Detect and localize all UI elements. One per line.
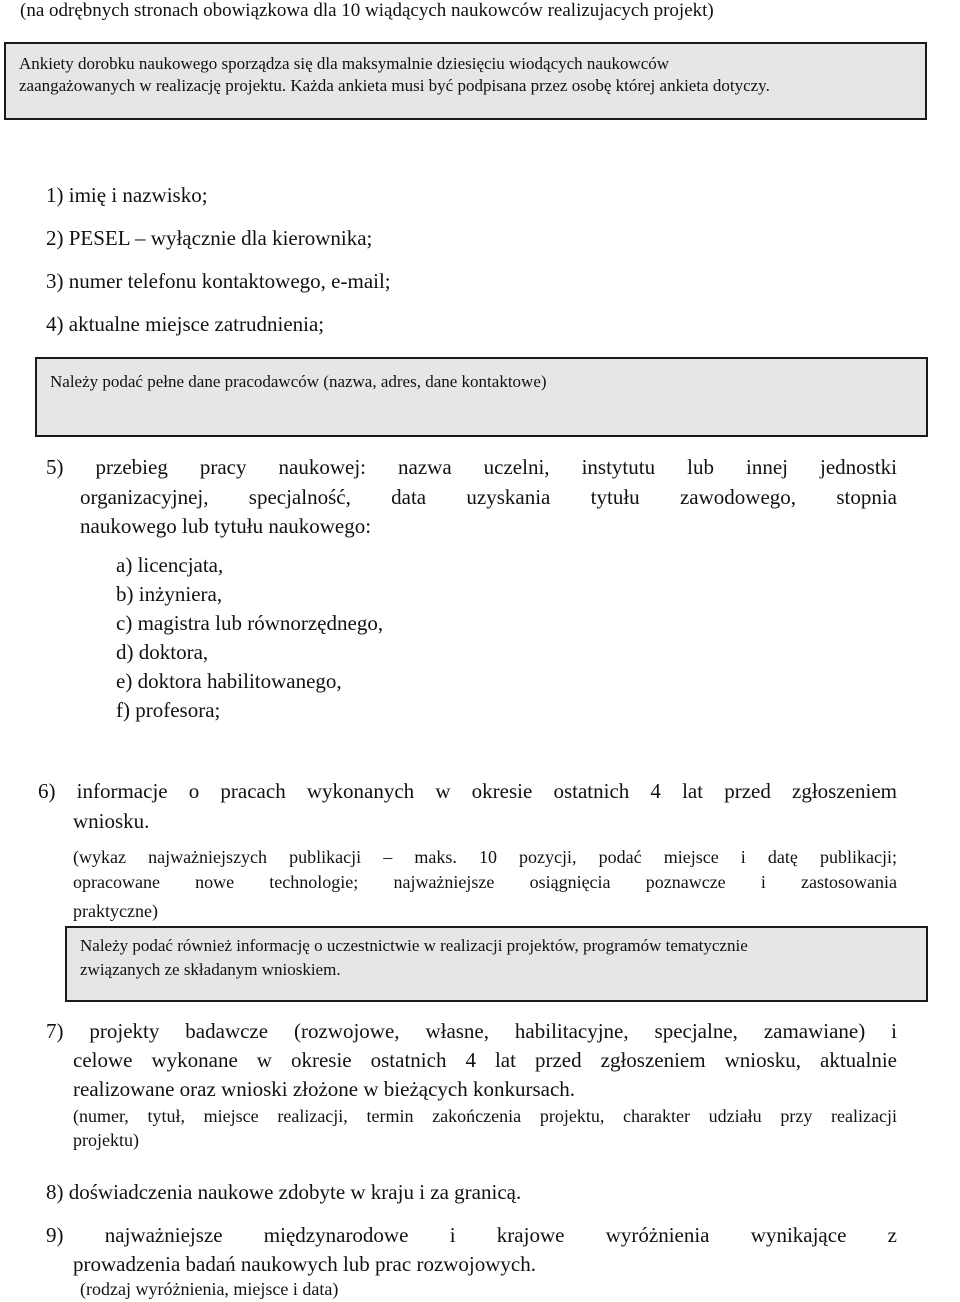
item-career-line3: naukowego lub tytułu naukowego: — [80, 514, 372, 538]
info-box-projects-line1: Należy podać również informację o uczestnictwie w realizacji projektów, programów tematycznie — [80, 936, 748, 955]
info-box-projects — [65, 926, 928, 1002]
item-projects-line2: celowe wykonane w okresie ostatnich 4 lat przed zgłoszeniem wniosku, aktualnie — [73, 1048, 897, 1072]
item-works-line1: 6) informacje o pracach wykonanych w okresie ostatnich 4 lat przed zgłoszeniem — [38, 779, 897, 803]
item-phone-email: 3) numer telefonu kontaktowego, e-mail; — [46, 269, 391, 293]
item-career-line2: organizacyjnej, specjalność, data uzyskania tytułu zawodowego, stopnia — [80, 485, 897, 509]
degree-list-item: c) magistra lub równorzędnego, — [116, 611, 384, 635]
item-projects-note-line1: (numer, tytuł, miejsce realizacji, termin zakończenia projektu, charakter udziału przy realizacji — [73, 1106, 897, 1126]
item-pesel: 2) PESEL – wyłącznie dla kierownika; — [46, 226, 373, 250]
item-works-line2: wniosku. — [73, 809, 150, 833]
item-projects-note-line2: projektu) — [73, 1130, 139, 1150]
item-awards-line2: prowadzenia badań naukowych lub prac rozwojowych. — [73, 1252, 536, 1276]
info-box-employer — [35, 357, 928, 437]
item-works-note-line1: (wykaz najważniejszych publikacji – maks. 10 pozycji, podać miejsce i datę publikacji; — [73, 847, 897, 867]
info-box-employer-text: Należy podać pełne dane pracodawców (nazwa, adres, dane kontaktowe) — [50, 372, 547, 391]
item-projects-line1: 7) projekty badawcze (rozwojowe, własne, habilitacyjne, specjalne, zamawiane) i — [46, 1019, 897, 1043]
degree-list-item: a) licencjata, — [116, 553, 224, 577]
item-career-line1: 5) przebieg pracy naukowej: nazwa uczelni, instytutu lub innej jednostki — [46, 455, 897, 479]
item-experience: 8) doświadczenia naukowe zdobyte w kraju i za granicą. — [46, 1180, 522, 1204]
degree-list-item: d) doktora, — [116, 640, 209, 664]
degree-list-item: b) inżyniera, — [116, 582, 223, 606]
item-awards-note: (rodzaj wyróżnienia, miejsce i data) — [80, 1279, 339, 1299]
item-name: 1) imię i nazwisko; — [46, 183, 208, 207]
item-works-note-line2: opracowane nowe technologie; najważniejsze osiągnięcia poznawcze i zastosowania — [73, 872, 897, 892]
item-awards-line1: 9) najważniejsze międzynarodowe i krajowe wyróżnienia wynikające z — [46, 1223, 897, 1247]
degree-list-item: f) profesora; — [116, 698, 221, 722]
info-box-recipients-line1: Ankiety dorobku naukowego sporządza się dla maksymalnie dziesięciu wiodących naukowców — [19, 54, 670, 73]
info-box-recipients-line2: zaangażowanych w realizację projektu. Każda ankieta musi być podpisana przez osobę której ankieta dotyczy. — [19, 76, 770, 95]
header-note: (na odrębnych stronach obowiązkowa dla 10 wiądących naukowców realizujacych projekt) — [20, 0, 714, 21]
item-projects-line3: realizowane oraz wnioski złożone w bieżących konkursach. — [73, 1077, 576, 1101]
degree-list-item: e) doktora habilitowanego, — [116, 669, 342, 693]
item-employment: 4) aktualne miejsce zatrudnienia; — [46, 312, 325, 336]
item-works-note-line3: praktyczne) — [73, 901, 158, 921]
info-box-recipients — [4, 42, 927, 120]
info-box-projects-line2: związanych ze składanym wnioskiem. — [80, 960, 341, 979]
